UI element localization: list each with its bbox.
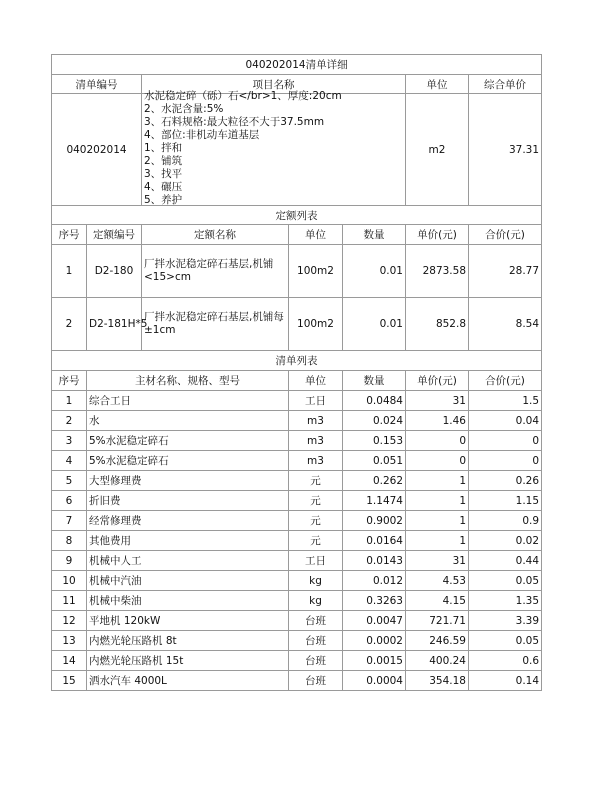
quota-total: 28.77 [469, 245, 542, 298]
list-name: 水 [87, 411, 289, 431]
quota-qty: 0.01 [343, 245, 406, 298]
quota-name: 厂拌水泥稳定碎石基层,机铺<15>cm [142, 245, 289, 298]
list-price: 1.46 [406, 411, 469, 431]
description-line: 1、拌和 [144, 142, 183, 154]
quota-price: 2873.58 [406, 245, 469, 298]
list-unit: 台班 [289, 631, 343, 651]
list-row [52, 491, 542, 511]
list-unit: m3 [289, 411, 343, 431]
list-unit: kg [289, 591, 343, 611]
list-no: 15 [52, 671, 87, 691]
quota-total: 8.54 [469, 298, 542, 351]
description-line: 5、养护 [144, 194, 183, 206]
description-line: 2、铺筑 [144, 155, 183, 167]
detail-sheet [51, 54, 541, 691]
item-description-lines [144, 90, 403, 206]
list-qty: 0.0143 [343, 551, 406, 571]
header-price: 综合单价 [469, 75, 542, 94]
list-no: 13 [52, 631, 87, 651]
list-total: 0.9 [469, 511, 542, 531]
quota-code: D2-181H*5 [87, 298, 142, 351]
quota-header-cell: 序号 [52, 225, 87, 245]
list-row [52, 671, 542, 691]
list-unit: kg [289, 571, 343, 591]
description-line: 4、碾压 [144, 181, 183, 193]
list-row [52, 511, 542, 531]
list-no: 12 [52, 611, 87, 631]
quota-qty: 0.01 [343, 298, 406, 351]
header-name: 项目名称 [142, 75, 406, 94]
list-unit: m3 [289, 431, 343, 451]
list-unit: 台班 [289, 611, 343, 631]
list-qty: 0.9002 [343, 511, 406, 531]
list-price: 1 [406, 511, 469, 531]
description-line: 3、石料规格:最大粒径不大于37.5mm [144, 116, 325, 128]
list-qty: 0.153 [343, 431, 406, 451]
header-code: 清单编号 [52, 75, 142, 94]
list-name: 内燃光轮压路机 8t [87, 631, 289, 651]
list-no: 4 [52, 451, 87, 471]
list-name: 内燃光轮压路机 15t [87, 651, 289, 671]
list-no: 9 [52, 551, 87, 571]
list-price: 1 [406, 471, 469, 491]
list-qty: 0.0047 [343, 611, 406, 631]
list-no: 3 [52, 431, 87, 451]
list-name: 经常修理费 [87, 511, 289, 531]
quota-header-cell: 数量 [343, 225, 406, 245]
list-unit: 元 [289, 531, 343, 551]
list-name: 5%水泥稳定碎石 [87, 431, 289, 451]
item-unit: m2 [406, 94, 469, 206]
list-qty: 0.0002 [343, 631, 406, 651]
quota-header-cell: 定额编号 [87, 225, 142, 245]
list-qty: 0.0015 [343, 651, 406, 671]
header-unit: 单位 [406, 75, 469, 94]
list-name: 综合工日 [87, 391, 289, 411]
list-price: 721.71 [406, 611, 469, 631]
description-line: 3、找平 [144, 168, 183, 180]
detail-table [51, 54, 542, 691]
list-price: 31 [406, 391, 469, 411]
list-row [52, 591, 542, 611]
quota-header-cell: 单位 [289, 225, 343, 245]
list-name: 5%水泥稳定碎石 [87, 451, 289, 471]
list-total: 0.04 [469, 411, 542, 431]
list-unit: 工日 [289, 551, 343, 571]
list-row [52, 611, 542, 631]
list-price: 400.24 [406, 651, 469, 671]
list-total: 0.26 [469, 471, 542, 491]
list-price: 4.53 [406, 571, 469, 591]
quota-header-cell: 单价(元) [406, 225, 469, 245]
list-total: 0.44 [469, 551, 542, 571]
list-row [52, 471, 542, 491]
list-price: 354.18 [406, 671, 469, 691]
list-row [52, 631, 542, 651]
list-total: 0.05 [469, 571, 542, 591]
quota-row [52, 245, 542, 298]
list-unit: 元 [289, 511, 343, 531]
list-no: 7 [52, 511, 87, 531]
list-no: 5 [52, 471, 87, 491]
description-line: 2、水泥含量:5% [144, 103, 224, 115]
list-row [52, 531, 542, 551]
list-name: 机械中汽油 [87, 571, 289, 591]
list-total: 0 [469, 431, 542, 451]
list-price: 0 [406, 451, 469, 471]
quota-no: 1 [52, 245, 87, 298]
list-unit: 元 [289, 491, 343, 511]
list-total: 3.39 [469, 611, 542, 631]
quota-row [52, 298, 542, 351]
list-header-cell: 数量 [343, 371, 406, 391]
list-name: 平地机 120kW [87, 611, 289, 631]
list-row [52, 551, 542, 571]
list-qty: 0.262 [343, 471, 406, 491]
list-price: 246.59 [406, 631, 469, 651]
list-row [52, 411, 542, 431]
quota-price: 852.8 [406, 298, 469, 351]
quota-unit: 100m2 [289, 298, 343, 351]
list-price: 1 [406, 531, 469, 551]
list-row [52, 431, 542, 451]
list-no: 14 [52, 651, 87, 671]
quota-section-title: 定额列表 [52, 206, 542, 225]
list-qty: 0.051 [343, 451, 406, 471]
quota-header-cell: 合价(元) [469, 225, 542, 245]
list-section-title: 清单列表 [52, 351, 542, 371]
list-no: 11 [52, 591, 87, 611]
description-line: 水泥稳定碎（砾）石</br>1、厚度:20cm [144, 90, 342, 102]
list-header-cell: 单位 [289, 371, 343, 391]
description-line: 4、部位:非机动车道基层 [144, 129, 260, 141]
list-price: 0 [406, 431, 469, 451]
list-total: 1.15 [469, 491, 542, 511]
list-name: 折旧费 [87, 491, 289, 511]
item-code: 040202014 [52, 94, 142, 206]
list-qty: 0.3263 [343, 591, 406, 611]
list-header-cell: 主材名称、规格、型号 [87, 371, 289, 391]
list-qty: 0.0484 [343, 391, 406, 411]
list-unit: 工日 [289, 391, 343, 411]
list-row [52, 451, 542, 471]
list-total: 0 [469, 451, 542, 471]
item-price: 37.31 [469, 94, 542, 206]
list-no: 1 [52, 391, 87, 411]
list-total: 0.05 [469, 631, 542, 651]
list-total: 1.5 [469, 391, 542, 411]
list-no: 8 [52, 531, 87, 551]
list-header-cell: 合价(元) [469, 371, 542, 391]
list-no: 6 [52, 491, 87, 511]
quota-name: 厂拌水泥稳定碎石基层,机铺每±1cm [142, 298, 289, 351]
list-name: 洒水汽车 4000L [87, 671, 289, 691]
list-qty: 0.0004 [343, 671, 406, 691]
list-name: 机械中柴油 [87, 591, 289, 611]
quota-no: 2 [52, 298, 87, 351]
list-total: 0.02 [469, 531, 542, 551]
quota-code: D2-180 [87, 245, 142, 298]
list-total: 0.14 [469, 671, 542, 691]
list-unit: 元 [289, 471, 343, 491]
list-total: 0.6 [469, 651, 542, 671]
sheet-title: 040202014清单详细 [52, 55, 542, 75]
list-unit: 台班 [289, 651, 343, 671]
quota-unit: 100m2 [289, 245, 343, 298]
list-row [52, 571, 542, 591]
list-header-cell: 序号 [52, 371, 87, 391]
list-qty: 0.0164 [343, 531, 406, 551]
list-price: 31 [406, 551, 469, 571]
list-total: 1.35 [469, 591, 542, 611]
list-row [52, 651, 542, 671]
list-price: 4.15 [406, 591, 469, 611]
list-price: 1 [406, 491, 469, 511]
list-header-cell: 单价(元) [406, 371, 469, 391]
list-name: 大型修理费 [87, 471, 289, 491]
list-name: 其他费用 [87, 531, 289, 551]
list-no: 2 [52, 411, 87, 431]
list-row [52, 391, 542, 411]
item-description [142, 90, 406, 206]
quota-header-cell: 定额名称 [142, 225, 289, 245]
list-unit: m3 [289, 451, 343, 471]
list-qty: 1.1474 [343, 491, 406, 511]
list-name: 机械中人工 [87, 551, 289, 571]
list-no: 10 [52, 571, 87, 591]
list-qty: 0.024 [343, 411, 406, 431]
list-qty: 0.012 [343, 571, 406, 591]
list-unit: 台班 [289, 671, 343, 691]
